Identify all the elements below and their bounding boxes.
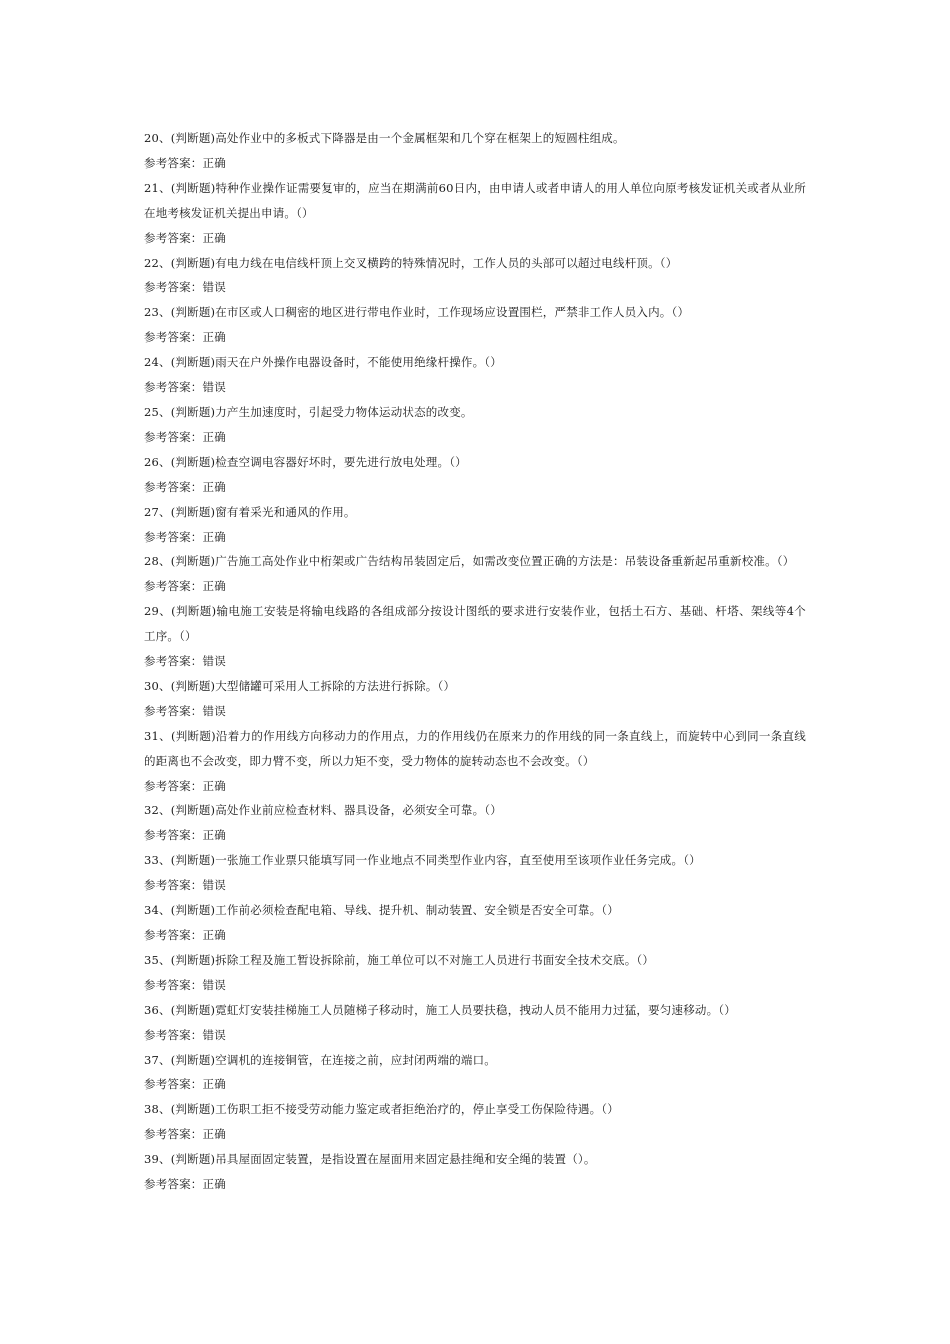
answer-text: 参考答案：错误 [144, 878, 226, 893]
answer-text: 参考答案：错误 [144, 380, 226, 395]
question-text: 34、(判断题)工作前必须检查配电箱、导线、提升机、制动装置、安全锁是否安全可靠。（） [144, 903, 619, 918]
answer-text: 参考答案：正确 [144, 1127, 226, 1142]
question-text: 24、(判断题)雨天在户外操作电器设备时，不能使用绝缘杆操作。（） [144, 355, 502, 370]
question-text: 36、(判断题)霓虹灯安装挂梯施工人员随梯子移动时，施工人员要扶稳，拽动人员不能用力过猛，要匀速移动。（） [144, 1002, 736, 1017]
question-text: 35、(判断题)拆除工程及施工暂设拆除前，施工单位可以不对施工人员进行书面安全技术交底。（） [144, 952, 655, 967]
question-text: 30、(判断题)大型储罐可采用人工拆除的方法进行拆除。（） [144, 678, 456, 693]
question-text: 31、(判断题)沿着力的作用线方向移动力的作用点，力的作用线仍在原来力的作用线的同一条直线上，而旋转中心到同一条直线的距离也不会改变，即力臂不变，所以力矩不变，受力物体的旋转动态也不会改变。（） [144, 728, 806, 768]
question-text: 23、(判断题)在市区或人口稠密的地区进行带电作业时，工作现场应设置围栏，严禁非工作人员入内。（） [144, 305, 690, 320]
answer-text: 参考答案：正确 [144, 230, 226, 245]
answer-text: 参考答案：正确 [144, 479, 226, 494]
answer-text: 参考答案：正确 [144, 529, 226, 544]
answer-text: 参考答案：正确 [144, 828, 226, 843]
question-text: 39、(判断题)吊具屋面固定装置，是指设置在屋面用来固定悬挂绳和安全绳的装置（）。 [144, 1152, 596, 1167]
answer-text: 参考答案：正确 [144, 928, 226, 942]
answer-text: 参考答案：错误 [144, 703, 226, 718]
question-text: 20、(判断题)高处作业中的多板式下降器是由一个金属框架和几个穿在框架上的短圆柱组成。 [144, 131, 625, 145]
question-text: 27、(判断题)窗有着采光和通风的作用。 [144, 504, 356, 519]
question-text: 33、(判断题)一张施工作业票只能填写同一作业地点不同类型作业内容，直至使用至该项作业任务完成。（） [144, 853, 701, 868]
question-text: 21、(判断题)特种作业操作证需要复审的，应当在期满前60日内，由申请人或者申请人的用人单位向原考核发证机关或者从业所在地考核发证机关提出申请。（） [144, 180, 806, 220]
question-text: 26、(判断题)检查空调电容器好坏时，要先进行放电处理。（） [144, 454, 467, 469]
answer-text: 参考答案：正确 [144, 330, 226, 345]
question-text: 32、(判断题)高处作业前应检查材料、器具设备，必须安全可靠。（） [144, 803, 502, 818]
question-list [144, 126, 806, 1197]
answer-text: 参考答案：错误 [144, 654, 226, 669]
answer-text: 参考答案：正确 [144, 579, 226, 594]
question-text: 28、(判断题)广告施工高处作业中桁架或广告结构吊装固定后，如需改变位置正确的方法是：吊装设备重新起吊重新校准。（） [144, 554, 795, 569]
question-text: 38、(判断题)工伤职工拒不接受劳动能力鉴定或者拒绝治疗的，停止享受工伤保险待遇。（） [144, 1102, 619, 1117]
question-text: 25、(判断题)力产生加速度时，引起受力物体运动状态的改变。 [144, 404, 473, 419]
question-text: 29、(判断题)输电施工安装是将输电线路的各组成部分按设计图纸的要求进行安装作业，包括土石方、基础、杆塔、架线等4个工序。（） [144, 604, 806, 644]
answer-text: 参考答案：正确 [144, 1177, 226, 1192]
answer-text: 参考答案：错误 [144, 1027, 226, 1042]
answer-text: 参考答案：正确 [144, 778, 226, 793]
question-text: 22、(判断题)有电力线在电信线杆顶上交叉横跨的特殊情况时，工作人员的头部可以超过电线杆顶。（） [144, 255, 678, 270]
answer-text: 参考答案：正确 [144, 155, 226, 170]
answer-text: 参考答案：错误 [144, 280, 226, 295]
answer-text: 参考答案：错误 [144, 977, 226, 992]
answer-text: 参考答案：正确 [144, 429, 226, 444]
question-text: 37、(判断题)空调机的连接铜管，在连接之前，应封闭两端的端口。 [144, 1052, 497, 1067]
answer-text: 参考答案：正确 [144, 1077, 226, 1092]
